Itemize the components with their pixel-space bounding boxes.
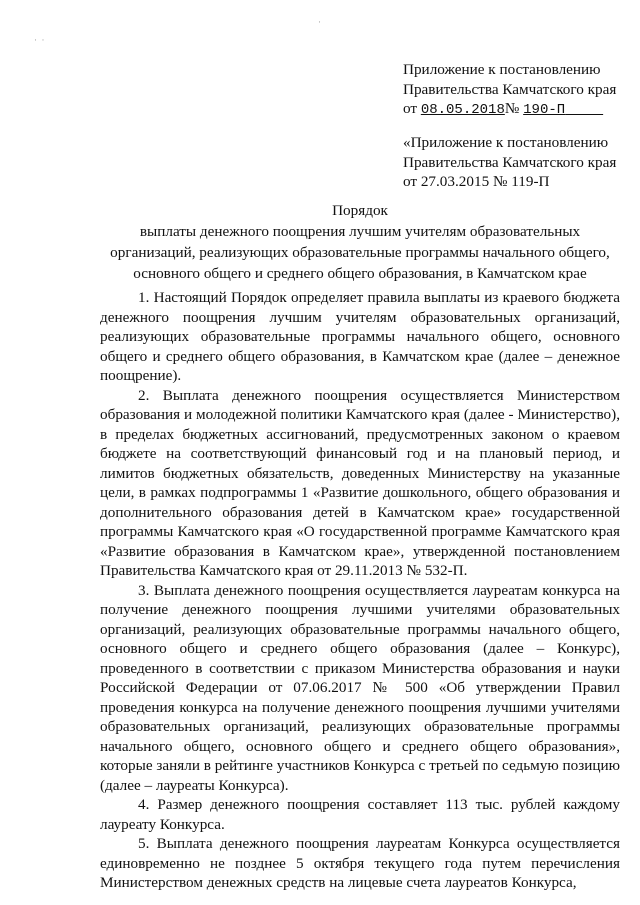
scan-speck: · · [34, 35, 45, 45]
quoted-header [403, 133, 628, 192]
quote-line-1: «Приложение к постановлению [403, 134, 609, 151]
number-underline-tail [565, 100, 603, 117]
title-line-3: основного общего и среднего общего образования, в Камчатском крае [133, 265, 587, 282]
document-body [100, 288, 620, 893]
header-date-line [403, 99, 628, 121]
title-line-1: выплаты денежного поощрения лучшим учителям образовательных [139, 223, 581, 240]
date-prefix: от [403, 100, 421, 117]
quote-line-2: Правительства Камчатского края [403, 153, 617, 171]
document-title [100, 200, 620, 284]
number-value: 190-П [523, 102, 566, 118]
paragraph-5: 5. Выплата денежного поощрения лауреатам Конкурса осуществляется единовременно не позднее 5 октября текущего года путем перечисления Министерством денежных средств на лицевые счета лауреатов Конкурса, [100, 835, 620, 891]
paragraph-1: 1. Настоящий Порядок определяет правила выплаты из краевого бюджета денежного поощрения лучшим учителям образовательных организаций, реализующих образовательные программы начального общего, основного общего и среднего общего образования, в Камчатском крае (далее – денежное поощрение). [100, 289, 620, 384]
paragraph-3: 3. Выплата денежного поощрения осуществляется лауреатам конкурса на получение денежного поощрения лучшими учителями образовательных организаций, реализующих образовательные программы начального общего, основного общего и среднего общего образования (далее – Конкурс), проведенного в соответствии с приказом Министерства образования и науки Российской Федерации от 07.06.2017 № 500 «Об утверждении Правил проведения конкурса на получение денежного поощрения лучшими учителями образовательных организаций, реализующих образовательные программы начального общего, основного общего и среднего общего образования», которые заняли в рейтинге участников Конкурса с третьей по седьмую позицию (далее – лауреаты Конкурса). [100, 581, 620, 794]
paragraph-2: 2. Выплата денежного поощрения осуществляется Министерством образования и молодежной политики Камчатского края (далее - Министерство), в пределах бюджетных ассигнований, предусмотренных законом о краевом бюджете на соответствующий финансовый год и на плановый период, и лимитов бюджетных обязательств, доведенных Министерству на указанные цели, в рамках подпрограммы 1 «Развитие дошкольного, общего образования и дополнительного образования детей в Камчатском крае» государственной программы Камчатского края «О государственной программе Камчатского края «Развитие образования в Камчатском крае», утвержденной постановлением Правительства Камчатского края от 29.11.2013 № 532-П. [100, 386, 620, 579]
paragraph-4: 4. Размер денежного поощрения составляет 113 тыс. рублей каждому лауреату Конкурса. [100, 796, 620, 833]
header-line-1: Приложение к постановлению [403, 61, 601, 78]
header-line-2: Правительства Камчатского края [403, 80, 617, 98]
date-value: 08.05.2018 [420, 102, 505, 118]
quote-line-3: от 27.03.2015 № 119-П [403, 173, 550, 190]
title-heading: Порядок [332, 202, 388, 219]
number-prefix: № [504, 100, 524, 117]
scan-speck: · [318, 17, 321, 27]
document-header [403, 60, 628, 121]
title-line-2: организаций, реализующих образовательные программы начального общего, [110, 244, 610, 261]
